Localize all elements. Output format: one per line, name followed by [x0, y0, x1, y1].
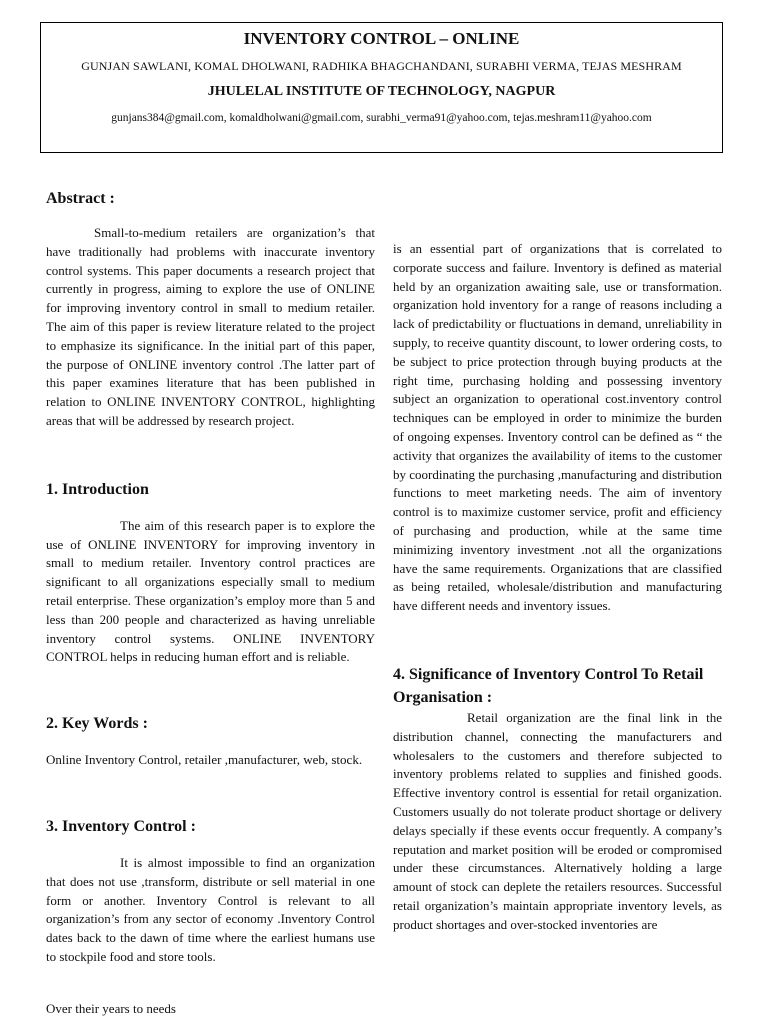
paper-title: INVENTORY CONTROL – ONLINE [243, 29, 520, 48]
keywords-heading: 2. Key Words : [46, 715, 148, 733]
left-column [46, 188, 375, 967]
inventory-control-continuation: is an essential part of organizations that is correlated to corporate success and failure. Inventory is defined as material held by an organization awaiting sale, use or transformation. organization hold inventory for a range of reasons including a lack of predictability or fluctuations in demand, unreliability in supply, to receive quantity discount, to lower ordering costs, to be subject to price protection through buying products at the right time, purchasing holding and possessing inventory subject an organization to operational cost.inventory control techniques can be employed in order to minimize the burden of ongoing expenses. Inventory control can be defined as “ the activity that organizes the availability of items to the customer by coordinating the purchasing ,manufacturing and distribution functions to meet marketing needs. The aim of inventory control is to maximize customer service, profit and efficiency of purchasing and production, while at the same time minimizing inventory investment .not all the organizations have the same requirements. Organizations that are classified as being retailed, wholesale/distribution and manufacturing have different needs and inventory issues. [393, 241, 722, 614]
paper-header [40, 22, 723, 153]
institute-name: JHULELAL INSTITUTE OF TECHNOLOGY, NAGPUR [207, 84, 556, 99]
inventory-control-heading: 3. Inventory Control : [46, 817, 196, 835]
significance-heading: 4. Significance of Inventory Control To Retail Organisation : [393, 665, 704, 706]
clipped-last-line [46, 1000, 375, 1024]
clipped-line-text: Over their years to needs [46, 1001, 176, 1016]
right-column [393, 240, 722, 935]
inventory-control-text: It is almost impossible to find an organization that does not use ,transform, distribute or sell material in one form or another. Inventory Control is relevant to all organization’s from any sector of economy .Inventory Control dates back to the dawn of time where the earliest humans use to stockpile food and store tools. [46, 854, 375, 964]
introduction-text: The aim of this research paper is to explore the use of ONLINE INVENTORY for improving inventory in small to medium retailer. Inventory control practices are significant to all organizations especially small to medium retail enterprise. These organization’s employ more than 5 and less than 200 people and characterized as having unreliable inventory control systems. ONLINE INVENTORY CONTROL helps in reducing human effort and is reliable. [46, 517, 375, 665]
keywords-text: Online Inventory Control, retailer ,manufacturer, web, stock. [46, 752, 363, 768]
significance-text: Retail organization are the final link in the distribution channel, connecting the manufacturers and wholesalers to the customers and therefore subjected to inventory problems related to supplies and finished goods. Effective inventory control is essential for retail organization. Customers usually do not tolerate product shortage or delivery delays specially if these events occur frequently. A company’s reputation and market position will be eroded or compromised under these circumstances. Alternatively holding a large amount of stock can deplete the retailers resources. Successful retail organization’s maintain appropriate inventory levels, as product shortages and over-stocked inventories are [393, 709, 722, 932]
introduction-heading: 1. Introduction [46, 480, 149, 498]
abstract-heading: Abstract : [46, 190, 115, 207]
author-list: GUNJAN SAWLANI, KOMAL DHOLWANI, RADHIKA BHAGCHANDANI, SURABHI VERMA, TEJAS MESHRAM [81, 59, 682, 73]
abstract-text: Small-to-medium retailers are organization’s that have traditionally had problems with inaccurate inventory control systems. This paper documents a research project that currently in progress, aiming to explore the use of ONLINE for improving inventory control in small to medium retailer. The aim of this paper is review literature related to the project to emphasize its significance. In the initial part of this paper, the purpose of ONLINE inventory control .The latter part of this paper examines literature that has been published in relation to ONLINE INVENTORY CONTROL, highlighting areas that will be addressed by research project. [46, 225, 375, 428]
author-emails: gunjans384@gmail.com, komaldholwani@gmail.com, surabhi_verma91@yahoo.com, tejas.meshram11@yahoo.com [111, 112, 652, 124]
